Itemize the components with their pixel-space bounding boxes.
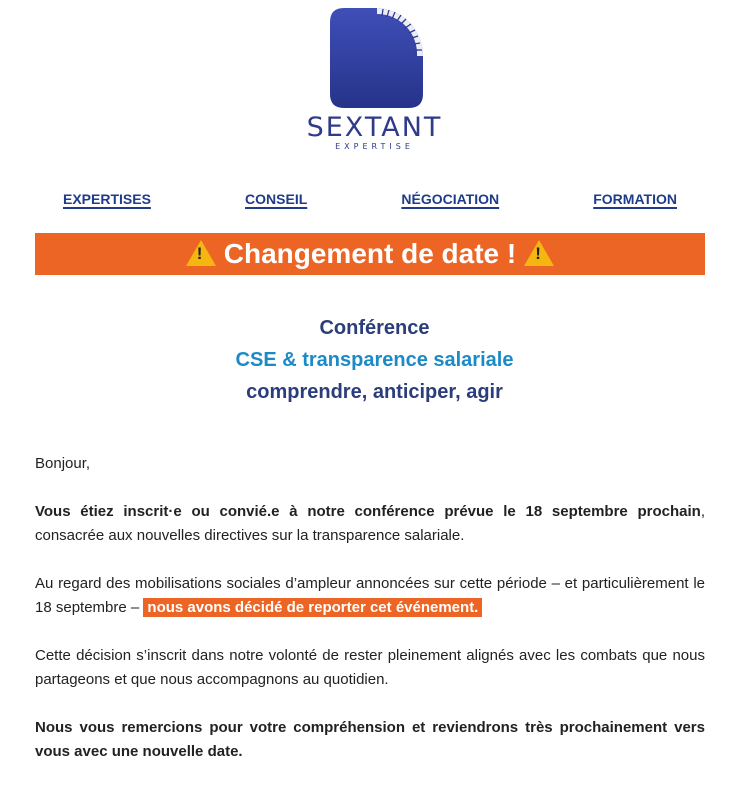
- email-body: [35, 452, 705, 788]
- conference-title: CSE & transparence salariale: [235, 349, 514, 371]
- warning-icon: [186, 240, 216, 266]
- conference-heading: [0, 312, 749, 408]
- nav-link-negociation[interactable]: NÉGOCIATION: [401, 191, 500, 207]
- paragraph-2: [35, 572, 705, 620]
- logo[interactable]: [0, 4, 749, 151]
- conference-label: Conférence: [319, 317, 430, 339]
- paragraph-4-bold: Nous vous remercions pour votre compréhension et reviendrons très prochainement vers vous avec une nouvelle date.: [35, 719, 705, 760]
- brand-name: SEXTANT: [306, 112, 443, 143]
- nav-link-formation[interactable]: FORMATION: [593, 191, 677, 207]
- greeting: Bonjour,: [35, 455, 91, 472]
- postponed-highlight: nous avons décidé de reporter cet événement.: [143, 598, 482, 617]
- sextant-logo-icon: [325, 4, 425, 110]
- paragraph-1-bold: Vous étiez inscrit·e ou convié.e à notre conférence prévue le 18 septembre prochain: [35, 503, 701, 520]
- banner-text: Changement de date !: [223, 238, 517, 269]
- date-change-banner: [35, 233, 705, 275]
- paragraph-1-rest: , consacrée aux nouvelles directives sur la transparence salariale.: [35, 503, 705, 544]
- warning-icon: [524, 240, 554, 266]
- paragraph-4: [35, 716, 705, 764]
- conference-subtitle: comprendre, anticiper, agir: [246, 381, 503, 403]
- main-nav: [35, 191, 705, 207]
- nav-link-conseil[interactable]: CONSEIL: [245, 191, 308, 207]
- paragraph-3: Cette décision s’inscrit dans notre volonté de rester pleinement alignés avec les combats que nous partageons et que nous accompagnons au quotidien.: [35, 647, 705, 688]
- brand-subtitle: EXPERTISE: [335, 142, 414, 151]
- nav-link-expertises[interactable]: EXPERTISES: [63, 191, 151, 207]
- paragraph-2-start: Au regard des mobilisations sociales d’ampleur annoncées sur cette période – et particulièrement le 18 septembre –: [35, 575, 705, 616]
- paragraph-1: [35, 500, 705, 548]
